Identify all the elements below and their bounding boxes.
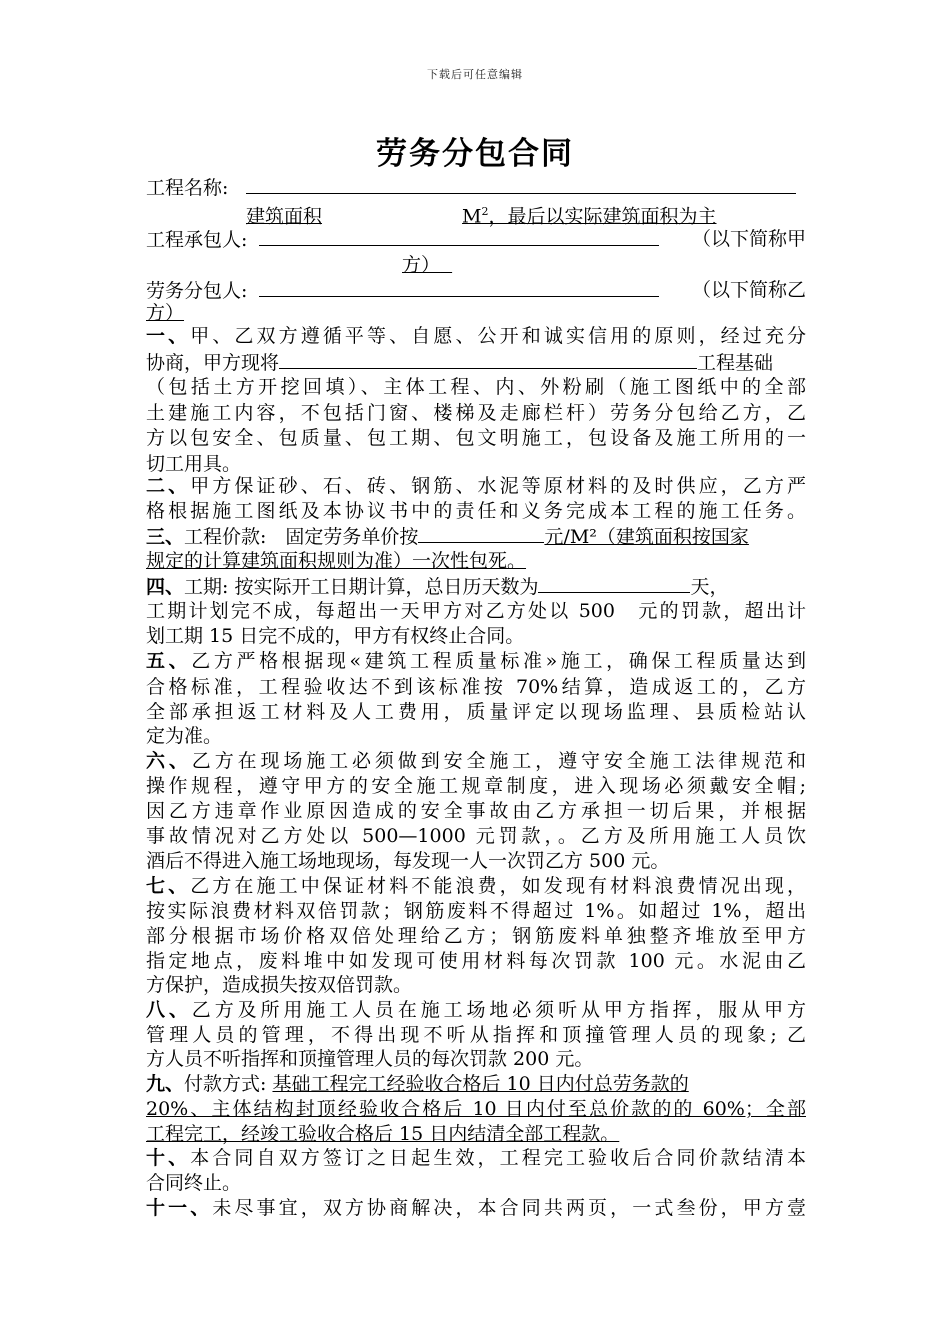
clause-3-price-blank[interactable] bbox=[418, 523, 544, 543]
subcontractor-cont: 方） bbox=[146, 302, 185, 324]
clause-9-line-2: 20%、主体结构封顶经验收合格后 10 日内付至总价款的的 60%；全部 bbox=[146, 1098, 806, 1120]
clause-7-line-3: 部分根据市场价格双倍处理给乙方；钢筋废料单独整齐堆放至甲方 bbox=[146, 925, 806, 947]
clause-7-line-2: 按实际浪费材料双倍罚款；钢筋废料不得超过 1%。如超过 1%，超出 bbox=[146, 900, 806, 922]
clause-7-line-1: 七、乙方在施工中保证材料不能浪费，如发现有材料浪费情况出现， bbox=[146, 875, 806, 897]
clause-1-line-3: （包括土方开挖回填）、主体工程、内、外粉刷（施工图纸中的全部 bbox=[146, 376, 806, 398]
clause-1-line-5: 方以包安全、包质量、包工期、包文明施工，包设备及施工所用的一 bbox=[146, 427, 806, 449]
clause-9-line-3: 工程完工，经竣工验收合格后 15 日内结清全部工程款。 bbox=[146, 1123, 620, 1145]
clause-4-days-blank[interactable] bbox=[538, 573, 690, 593]
clause-1-line-1: 一、甲、乙双方遵循平等、自愿、公开和诚实信用的原则，经过充分 bbox=[146, 325, 806, 347]
contractor-suffix: （以下简称甲 bbox=[691, 228, 806, 250]
area-line bbox=[246, 199, 806, 228]
subcontractor-blank[interactable] bbox=[259, 277, 659, 297]
clause-7-line-5: 方保护，造成损失按双倍罚款。 bbox=[146, 974, 413, 996]
clause-10-line-2: 合同终止。 bbox=[146, 1172, 242, 1194]
clause-9-number: 九、 bbox=[146, 1073, 185, 1095]
contractor-line bbox=[146, 226, 806, 252]
clause-8-line-2: 管理人员的管理，不得出现不听从指挥和顶撞管理人员的现象; 乙 bbox=[146, 1024, 806, 1046]
clause-6-line-4: 事故情况对乙方处以 500—1000 元罚款，。乙方及所用施工人员饮 bbox=[146, 825, 806, 847]
clause-7-line-4: 指定地点，废料堆中如发现可使用材料每次罚款 100 元。水泥由乙 bbox=[146, 950, 806, 972]
clause-3-line-1: 三、工程价款: 固定劳务单价按 元/M²（建筑面积按国家 bbox=[146, 523, 806, 549]
page-title: 劳务分包合同 bbox=[376, 136, 574, 172]
clause-1-line-2: 协商，甲方现将 工程基础 bbox=[146, 349, 806, 375]
clause-5-line-3: 全部承担返工材料及人工费用，质量评定以现场监理、县质检站认 bbox=[146, 701, 806, 723]
clause-8-line-3: 方人员不听指挥和顶撞管理人员的每次罚款 200 元。 bbox=[146, 1048, 594, 1070]
clause-8-line-1: 八、乙方及所用施工人员在施工场地必须听从甲方指挥，服从甲方 bbox=[146, 999, 806, 1021]
clause-1-number: 一、 bbox=[146, 325, 191, 347]
clause-11-number: 十一、 bbox=[146, 1197, 213, 1219]
clause-6-line-1: 六、乙方在现场施工必须做到安全施工，遵守安全施工法律规范和 bbox=[146, 750, 806, 772]
clause-6-line-3: 因乙方违章作业原因造成的安全事故由乙方承担一切后果，并根据 bbox=[146, 800, 806, 822]
clause-6-line-2: 操作规程，遵守甲方的安全施工规章制度，进入现场必须戴安全帽; bbox=[146, 775, 806, 797]
clause-1-project-blank[interactable] bbox=[279, 349, 697, 369]
contractor-cont-line bbox=[402, 252, 502, 278]
contractor-blank[interactable] bbox=[259, 226, 659, 246]
clause-1-line-4: 土建施工内容，不包括门窗、楼梯及走廊栏杆）劳务分包给乙方，乙 bbox=[146, 402, 806, 424]
clause-2-line-2: 格根据施工图纸及本协议书中的责任和义务完成本工程的施工任务。 bbox=[146, 500, 806, 522]
clause-11-line-1: 十一、未尽事宜，双方协商解决，本合同共两页，一式叁份，甲方壹 bbox=[146, 1197, 806, 1219]
clause-4-line-2: 工期计划完不成，每超出一天甲方对乙方处以 500 元的罚款，超出计 bbox=[146, 600, 806, 622]
header-note: 下载后可任意编辑 bbox=[427, 68, 523, 81]
clause-1-line-6: 切工用具。 bbox=[146, 453, 242, 475]
clause-5-line-1: 五、乙方严格根据现«建筑工程质量标准»施工，确保工程质量达到 bbox=[146, 650, 806, 672]
area-suffix: ，最后以实际建筑面积为主 bbox=[488, 205, 717, 228]
contractor-cont: 方） bbox=[402, 254, 441, 276]
clause-4-line-1: 四、工期: 按实际开工日期计算，总日历天数为 天， bbox=[146, 573, 806, 599]
project-name-blank[interactable] bbox=[246, 174, 796, 194]
area-unit-sup: 2 bbox=[481, 205, 489, 218]
clause-9-line-1: 九、付款方式: 基础工程完工经验收合格后 10 日内付总劳务款的 bbox=[146, 1073, 689, 1095]
area-prefix: 建筑面积 bbox=[246, 205, 323, 228]
clause-3-number: 三、 bbox=[146, 526, 185, 548]
clause-6-number: 六、 bbox=[146, 750, 192, 772]
clause-7-number: 七、 bbox=[146, 875, 191, 897]
clause-8-number: 八、 bbox=[146, 999, 192, 1021]
clause-5-line-4: 定为准。 bbox=[146, 725, 223, 747]
subcontractor-label: 劳务分包人: bbox=[146, 280, 248, 302]
contractor-label: 工程承包人: bbox=[146, 229, 248, 251]
clause-10-number: 十、 bbox=[146, 1147, 191, 1169]
subcontractor-suffix: （以下简称乙 bbox=[691, 279, 806, 301]
clause-3-line-2: 规定的计算建筑面积规则为准）一次性包死。 bbox=[146, 550, 527, 572]
clause-4-line-3: 划工期 15 日完不成的，甲方有权终止合同。 bbox=[146, 625, 525, 647]
clause-10-line-1: 十、本合同自双方签订之日起生效，工程完工验收后合同价款结清本 bbox=[146, 1147, 806, 1169]
area-unit: M bbox=[462, 205, 482, 228]
clause-4-number: 四、 bbox=[146, 576, 185, 598]
project-name-line bbox=[146, 174, 806, 200]
project-name-label: 工程名称: bbox=[146, 177, 229, 199]
clause-5-number: 五、 bbox=[146, 650, 192, 672]
clause-2-number: 二、 bbox=[146, 475, 191, 497]
clause-6-line-5: 酒后不得进入施工场地现场，每发现一人一次罚乙方 500 元。 bbox=[146, 850, 670, 872]
clause-2-line-1: 二、甲方保证砂、石、砖、钢筋、水泥等原材料的及时供应，乙方严 bbox=[146, 475, 806, 497]
clause-5-line-2: 合格标准，工程验收达不到该标准按 70%结算，造成返工的，乙方 bbox=[146, 676, 806, 698]
